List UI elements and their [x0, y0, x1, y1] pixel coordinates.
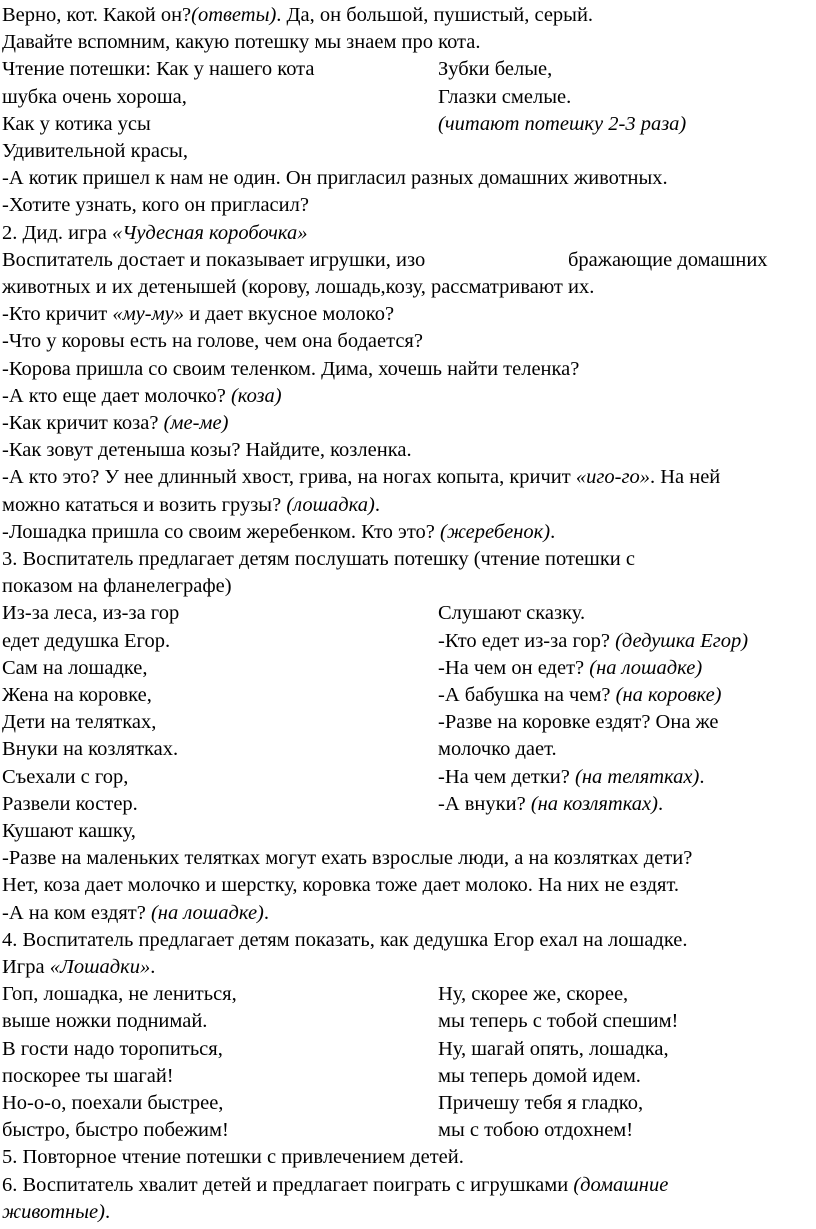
- right-column-line: [438, 709, 719, 736]
- text-line: [2, 1063, 174, 1090]
- text-run: .: [104, 1200, 111, 1223]
- text-run: Но-о-о, поехали быстрее,: [2, 1092, 224, 1114]
- text-line: [2, 138, 188, 165]
- text-run: .: [550, 520, 556, 543]
- text-run: -Лошадка пришла со своим жеребенком. Кто это?: [2, 520, 441, 543]
- right-column-line: [568, 247, 768, 274]
- right-column-line: [438, 84, 571, 111]
- text-line: [2, 1036, 223, 1063]
- italic-text: «Чудесная коробочка»: [112, 221, 308, 244]
- right-column-line: [438, 628, 748, 655]
- text-run: Воспитатель достает и показывает игрушки, изо: [2, 248, 426, 271]
- text-run: Съехали с гор,: [2, 765, 129, 788]
- text-line: [2, 56, 315, 83]
- italic-text: (дедушка Егор): [615, 629, 749, 652]
- text-run: Ну, шагай опять, лошадка,: [438, 1037, 669, 1060]
- italic-text: (на козлятках): [530, 792, 658, 815]
- right-column-line: [438, 600, 585, 627]
- text-run: молочко дает.: [438, 738, 557, 761]
- right-column-line: [438, 56, 552, 83]
- text-run: и дает вкусное молоко?: [184, 303, 395, 326]
- text-run: мы теперь домой идем.: [438, 1064, 641, 1087]
- text-line: [2, 519, 555, 546]
- italic-text: животные): [2, 1200, 105, 1223]
- text-line: [2, 220, 307, 247]
- text-run: бражающие домашних: [568, 248, 768, 271]
- text-run: -Разве на коровке ездят? Она же: [438, 711, 719, 734]
- text-line: [2, 900, 269, 927]
- text-run: -А бабушка на чем?: [438, 684, 616, 706]
- text-run: Верно, кот. Какой он?: [2, 4, 192, 26]
- text-run: 3. Воспитатель предлагает детям послушать потешку (чтение потешки с: [2, 548, 635, 570]
- italic-text: (жеребенок): [440, 520, 551, 543]
- text-line: [2, 301, 394, 328]
- italic-text: (на лошадке): [589, 656, 703, 679]
- text-run: Развели костер.: [2, 792, 138, 815]
- text-run: .: [263, 901, 269, 924]
- text-run: Удивительной красы,: [2, 140, 188, 162]
- text-line: [2, 356, 579, 383]
- right-column-line: [438, 655, 702, 682]
- text-run: -Как кричит коза?: [2, 412, 164, 434]
- text-run: 4. Воспитатель предлагает детям показать, как дедушка Егор ехал на лошадке.: [2, 928, 688, 951]
- right-column-line: [438, 1036, 669, 1063]
- text-run: -А котик пришел к нам не один. Он пригласил разных домашних животных.: [2, 167, 668, 190]
- right-column-line: [438, 981, 628, 1008]
- text-line: [2, 818, 136, 845]
- text-run: -А кто это? У нее длинный хвост, грива, на ногах копыта, кричит: [2, 466, 576, 489]
- text-run: .: [658, 792, 664, 815]
- italic-text: «Лошадки»: [49, 956, 151, 978]
- text-run: -А внуки?: [438, 792, 531, 815]
- text-run: мы теперь с тобой спешим!: [438, 1010, 679, 1033]
- text-run: . Да, он большой, пушистый, серый.: [276, 4, 594, 26]
- text-run: Внуки на козлятках.: [2, 738, 179, 761]
- italic-text: (домашние: [573, 1173, 669, 1196]
- text-run: Нет, коза дает молочко и шерстку, коровка тоже дает молоко. На них не ездят.: [2, 874, 680, 897]
- text-run: Жена на коровке,: [2, 684, 152, 706]
- text-line: [2, 682, 152, 709]
- text-line: [2, 1144, 464, 1171]
- text-line: [2, 84, 187, 111]
- text-run: можно кататься и возить грузы?: [2, 493, 287, 516]
- text-run: -Корова пришла со своим теленком. Дима, хочешь найти теленка?: [2, 357, 580, 380]
- text-line: [2, 247, 425, 274]
- text-line: [2, 29, 480, 56]
- italic-text: (на лошадке): [150, 901, 264, 924]
- text-run: .: [150, 956, 156, 978]
- text-line: [2, 383, 282, 410]
- text-run: животных и их детенышей (корову, лошадь,козу, рассматривают их.: [2, 276, 595, 298]
- text-line: [2, 764, 128, 791]
- text-line: [2, 165, 668, 192]
- text-line: [2, 655, 148, 682]
- text-run: Из-за леса, из-за гор: [2, 602, 180, 625]
- text-run: .: [699, 765, 705, 788]
- text-run: -На чем детки?: [438, 765, 576, 788]
- italic-text: «му-му»: [112, 303, 185, 326]
- text-run: Причешу тебя я гладко,: [438, 1092, 644, 1114]
- text-run: Чтение потешки: Как у нашего кота: [2, 58, 315, 81]
- text-line: [2, 872, 679, 899]
- text-run: Игра: [2, 956, 50, 978]
- text-run: Как у котика усы: [2, 112, 151, 135]
- text-line: [2, 736, 178, 763]
- text-line: [2, 111, 151, 138]
- right-column-line: [438, 1117, 633, 1144]
- text-run: -Разве на маленьких телятках могут ехать взрослые люди, а на козлятках дети?: [2, 847, 693, 870]
- text-run: едет дедушка Егор.: [2, 629, 171, 652]
- text-line: [2, 1117, 229, 1144]
- text-run: 6. Воспитатель хвалит детей и предлагает поиграть с игрушками: [2, 1173, 574, 1196]
- text-run: Гоп, лошадка, не лениться,: [2, 983, 237, 1006]
- italic-text: «иго-го»: [575, 466, 650, 489]
- right-column-line: [438, 1063, 641, 1090]
- text-line: [2, 1199, 110, 1226]
- text-run: шубка очень хороша,: [2, 85, 187, 108]
- text-run: Ну, скорее же, скорее,: [438, 983, 629, 1006]
- text-line: [2, 2, 593, 29]
- text-line: [2, 709, 156, 736]
- text-run: -На чем он едет?: [438, 656, 590, 679]
- text-run: поскорее ты шагай!: [2, 1064, 174, 1087]
- text-run: В гости надо торопиться,: [2, 1037, 223, 1060]
- text-line: [2, 410, 228, 437]
- text-run: Кушают кашку,: [2, 820, 136, 842]
- text-line: [2, 1090, 223, 1117]
- text-run: Давайте вспомним, какую потешку мы знаем про кота.: [2, 31, 481, 54]
- text-line: [2, 1172, 668, 1199]
- text-run: Слушают сказку.: [438, 602, 586, 625]
- text-run: -А кто еще дает молочко?: [2, 384, 231, 407]
- text-line: [2, 791, 138, 818]
- right-column-line: [438, 682, 722, 709]
- text-run: -Кто кричит: [2, 303, 113, 326]
- text-run: показом на фланелеграфе): [2, 575, 232, 598]
- right-column-line: [438, 1090, 643, 1117]
- text-line: [2, 927, 688, 954]
- text-line: [2, 981, 237, 1008]
- text-line: [2, 328, 423, 355]
- text-line: [2, 954, 155, 981]
- text-run: -Как зовут детеныша козы? Найдите, козленка.: [2, 439, 412, 462]
- text-run: Зубки белые,: [438, 58, 553, 81]
- right-column-line: [438, 1008, 678, 1035]
- text-run: .: [374, 493, 380, 516]
- text-run: . На ней: [649, 466, 721, 489]
- italic-text: (на коровке): [615, 684, 722, 706]
- text-line: [2, 464, 720, 491]
- italic-text: (читают потешку 2-3 раза): [438, 112, 687, 135]
- right-column-line: [438, 791, 663, 818]
- italic-text: (коза): [230, 384, 282, 407]
- text-run: -А на ком ездят?: [2, 901, 151, 924]
- italic-text: (ме-ме): [163, 412, 229, 434]
- text-run: Сам на лошадке,: [2, 656, 148, 679]
- italic-text: (лошадка): [286, 493, 375, 516]
- text-line: [2, 492, 380, 519]
- text-line: [2, 600, 179, 627]
- right-column-line: [438, 111, 686, 138]
- italic-text: (ответы): [191, 4, 277, 26]
- text-line: [2, 628, 170, 655]
- text-line: [2, 573, 232, 600]
- text-run: Дети на телятках,: [2, 711, 157, 734]
- text-line: [2, 192, 309, 219]
- text-line: [2, 546, 635, 573]
- text-line: [2, 1008, 207, 1035]
- text-line: [2, 845, 692, 872]
- text-run: -Хотите узнать, кого он пригласил?: [2, 194, 309, 217]
- text-line: [2, 437, 412, 464]
- italic-text: (на телятках): [575, 765, 700, 788]
- right-column-line: [438, 764, 704, 791]
- text-run: быстро, быстро побежим!: [2, 1119, 229, 1142]
- text-run: мы с тобою отдохнем!: [438, 1119, 634, 1142]
- text-run: Глазки смелые.: [438, 85, 572, 108]
- text-run: 2. Дид. игра: [2, 221, 112, 244]
- text-run: -Что у коровы есть на голове, чем она бодается?: [2, 330, 423, 353]
- text-run: -Кто едет из-за гор?: [438, 629, 616, 652]
- text-run: выше ножки поднимай.: [2, 1010, 208, 1033]
- right-column-line: [438, 736, 557, 763]
- text-run: 5. Повторное чтение потешки с привлечением детей.: [2, 1146, 464, 1169]
- text-line: [2, 274, 594, 301]
